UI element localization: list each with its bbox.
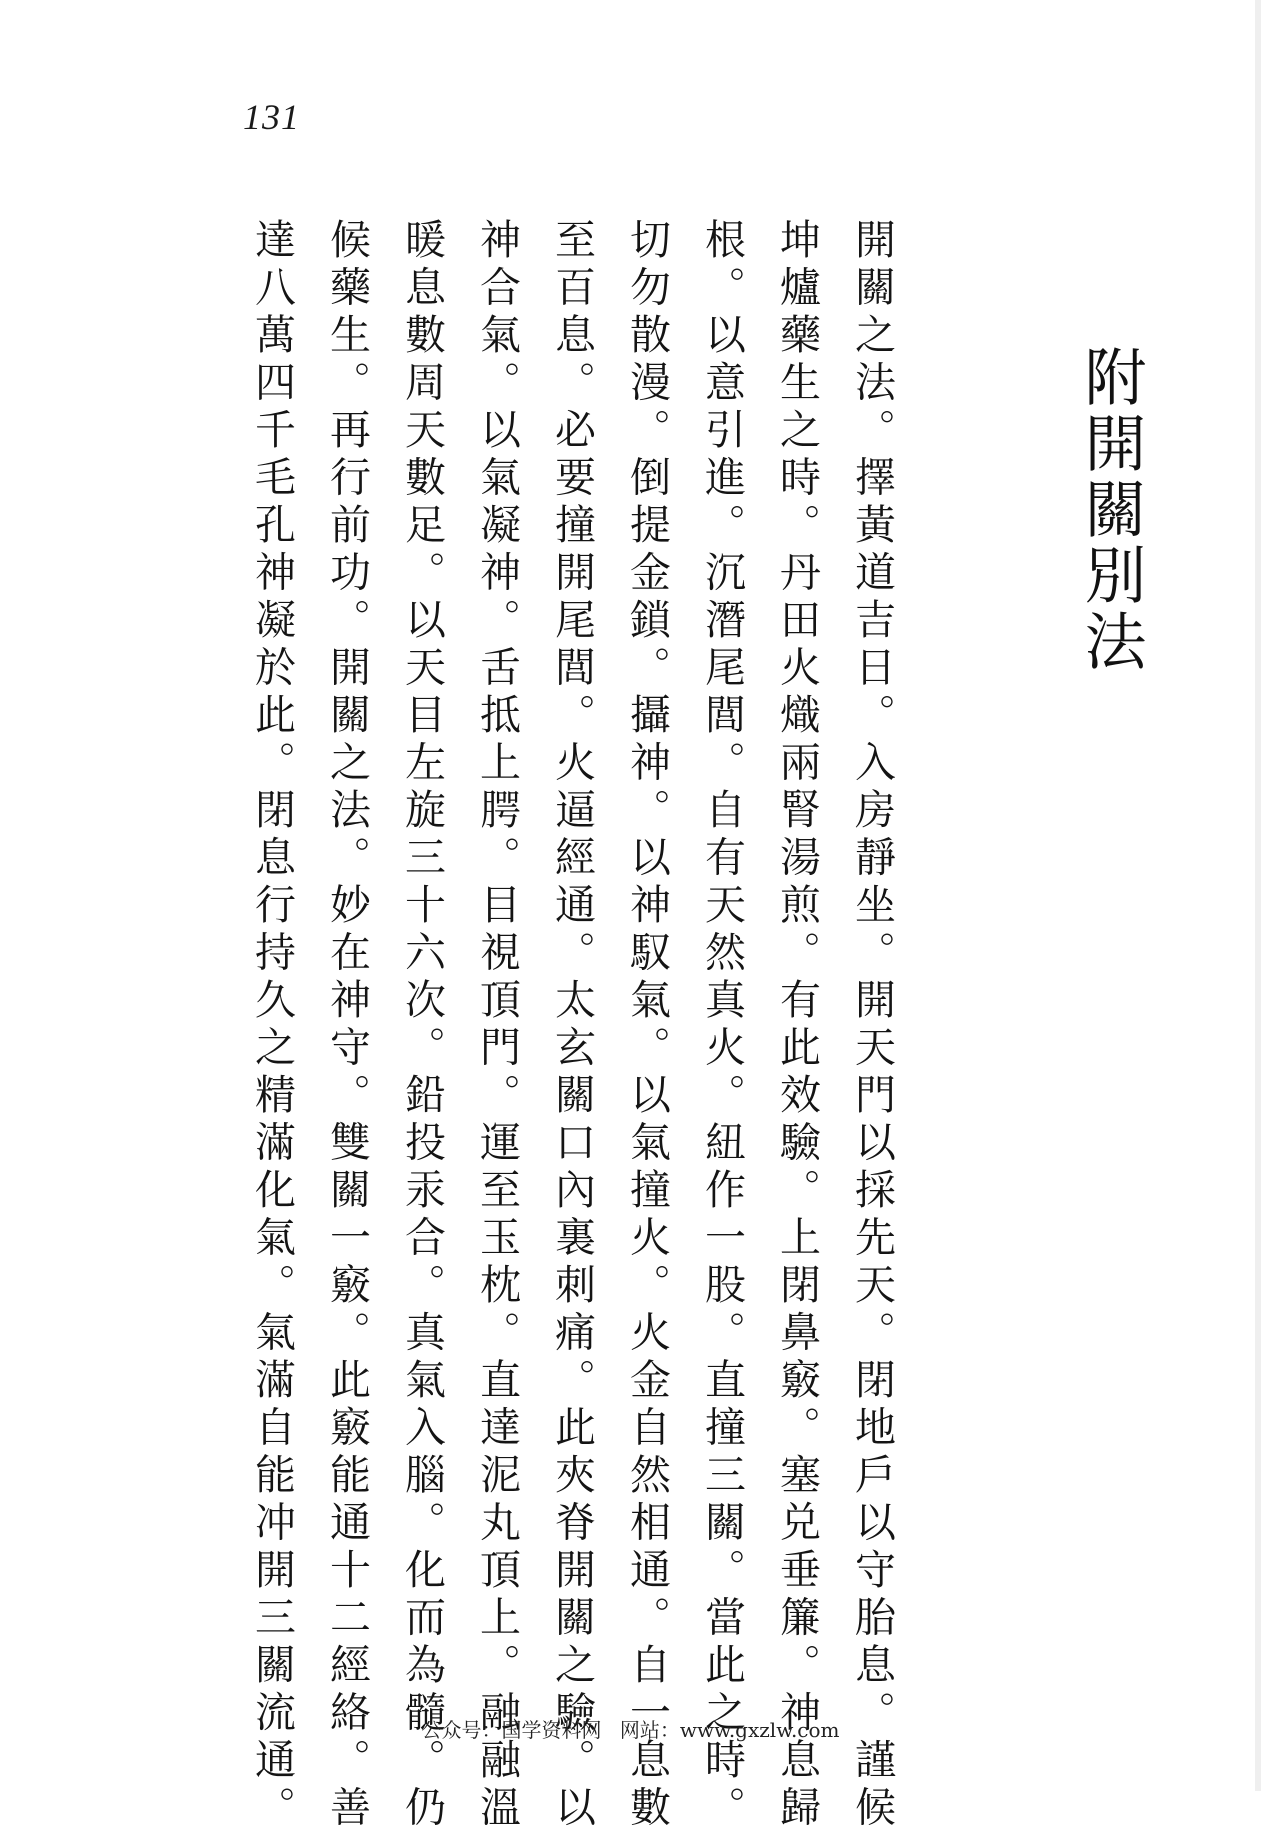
text-column: 候藥生。再行前功。開關之法。妙在神守。雙關一竅。此竅能通十二經絡。善 bbox=[323, 218, 371, 1833]
text-column: 達八萬四千毛孔神凝於此。閉息行持久之精滿化氣。氣滿自能冲開三關流通。 bbox=[248, 218, 296, 1833]
watermark-footer bbox=[0, 1714, 1261, 1743]
scan-edge-shadow bbox=[1255, 0, 1261, 1791]
text-column: 暖息數周天數足。以天目左旋三十六次。鉛投汞合。真氣入腦。化而為髓。仍 bbox=[398, 218, 446, 1833]
text-column: 根。以意引進。沉潛尾閭。自有天然真火。紐作一股。直撞三關。當此之時。 bbox=[698, 218, 746, 1833]
text-column: 開關之法。擇黃道吉日。入房靜坐。開天門以採先天。閉地戶以守胎息。謹候 bbox=[848, 218, 896, 1833]
chapter-title: 附開關別法 bbox=[1074, 345, 1147, 675]
text-column: 神合氣。以氣凝神。舌抵上腭。目視頂門。運至玉枕。直達泥丸頂上。融融溫 bbox=[473, 218, 521, 1833]
text-column: 切勿散漫。倒提金鎖。攝神。以神馭氣。以氣撞火。火金自然相通。自一息數 bbox=[623, 218, 671, 1833]
site-label: 网站：www.gxzlw.com bbox=[619, 1718, 840, 1742]
wechat-label: 公众号：国学资料网 bbox=[421, 1718, 602, 1742]
page-number: 131 bbox=[243, 97, 300, 137]
text-column: 坤爐藥生之時。丹田火熾兩腎湯煎。有此效驗。上閉鼻竅。塞兑垂簾。神息歸 bbox=[773, 218, 821, 1833]
text-column: 至百息。必要撞開尾閭。火逼經通。太玄關口內裏刺痛。此夾脊開關之驗。以 bbox=[548, 218, 596, 1833]
